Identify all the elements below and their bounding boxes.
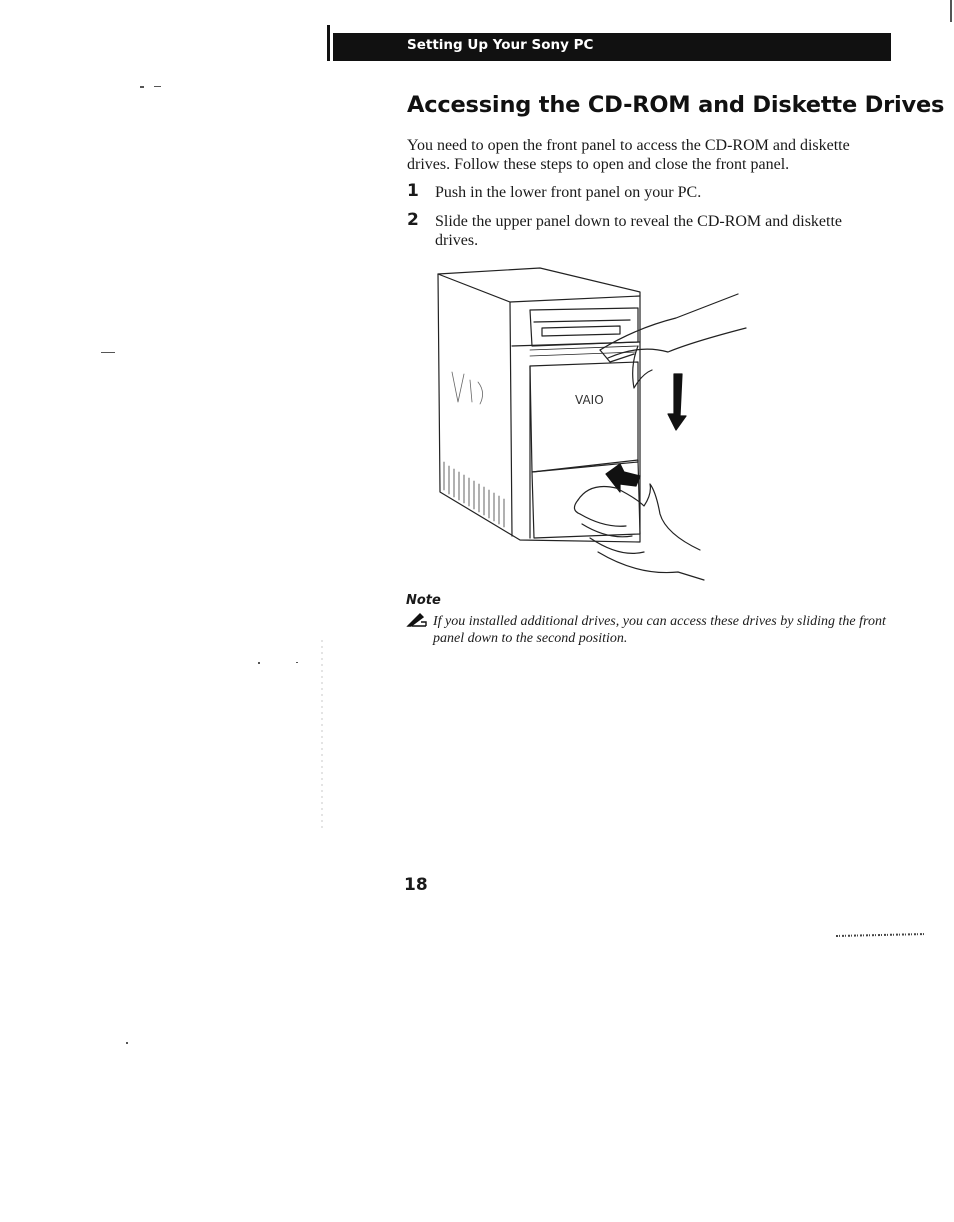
step-text: Push in the lower front panel on your PC.: [435, 184, 702, 201]
page-number: 18: [404, 875, 428, 895]
step-text: Slide the upper panel down to reveal the CD-ROM and diskette drives.: [435, 213, 843, 249]
running-header-title: Setting Up Your Sony PC: [407, 37, 594, 53]
intro-paragraph: You need to open the front panel to access the CD-ROM and diskette drives. Follow these steps to open and close the front panel.: [407, 137, 850, 173]
pencil-note-icon: [406, 612, 428, 628]
step-number: 2: [407, 210, 419, 230]
note-label: Note: [406, 593, 441, 608]
section-title: Accessing the CD-ROM and Diskette Drives: [407, 92, 945, 118]
header-tick: [327, 25, 330, 61]
running-header: [333, 33, 891, 61]
step-number: 1: [407, 181, 419, 201]
note-text: If you installed additional drives, you can access these drives by sliding the front panel down to the second position.: [433, 614, 886, 646]
pc-tower-illustration: [430, 262, 760, 587]
figure-brand-mark: VAIO: [575, 393, 604, 407]
